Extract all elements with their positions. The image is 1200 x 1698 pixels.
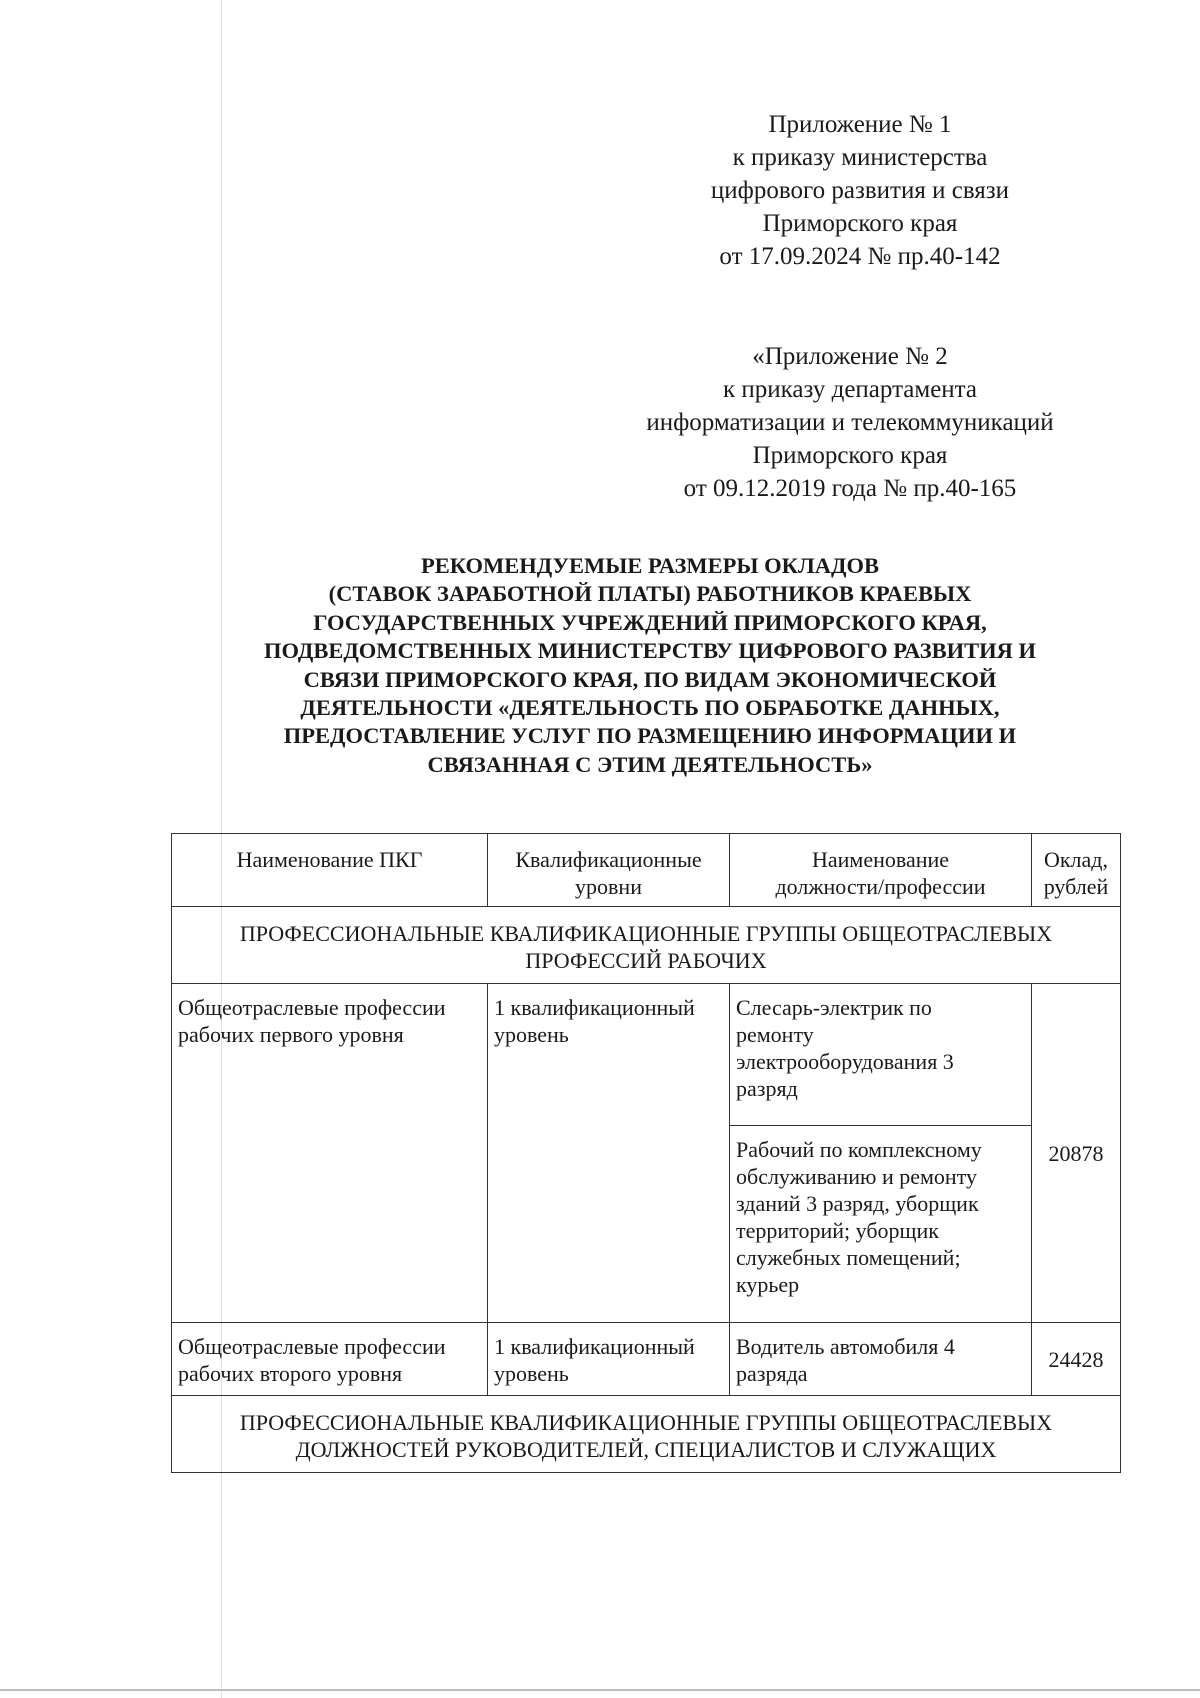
table-row	[172, 984, 1121, 1126]
salary-value: 24428	[1048, 1346, 1104, 1372]
title-line: СВЯЗИ ПРИМОРСКОГО КРАЯ, ПО ВИДАМ ЭКОНОМИЧЕСКОЙ	[303, 666, 997, 692]
position-cell	[730, 984, 1032, 1126]
position-line: курьер	[736, 1272, 800, 1297]
appendix-2-header	[600, 340, 1100, 505]
salary-value: 20878	[1048, 1140, 1104, 1166]
document-title	[160, 552, 1140, 779]
appendix-2-line: информатизации и телекоммуникаций	[646, 409, 1054, 436]
appendix-1-line: к приказу министерства	[732, 144, 988, 171]
header-salary-line: Оклад,	[1043, 847, 1108, 872]
position-line: Рабочий по комплексному	[736, 1137, 982, 1162]
title-line: ДЕЯТЕЛЬНОСТИ «ДЕЯТЕЛЬНОСТЬ ПО ОБРАБОТКЕ ДАННЫХ,	[300, 695, 1000, 721]
level-line: уровень	[494, 1361, 569, 1386]
header-levels	[488, 834, 730, 907]
pkg-line: Общеотраслевые профессии	[178, 1334, 446, 1359]
title-line: ПРЕДОСТАВЛЕНИЕ УСЛУГ ПО РАЗМЕЩЕНИЮ ИНФОРМАЦИИ И	[283, 723, 1017, 749]
header-levels-line: Квалификационные	[515, 847, 702, 872]
appendix-1-line: Приложение № 1	[768, 111, 952, 138]
position-line: разряда	[736, 1361, 808, 1386]
pkg-cell	[172, 984, 488, 1323]
title-line: СВЯЗАННАЯ С ЭТИМ ДЕЯТЕЛЬНОСТЬ»	[427, 751, 873, 777]
position-line: служебных помещений;	[736, 1245, 961, 1270]
appendix-2-line: «Приложение № 2	[752, 343, 948, 370]
pkg-line: рабочих второго уровня	[178, 1361, 403, 1386]
group-row	[172, 907, 1121, 984]
title-line: РЕКОМЕНДУЕМЫЕ РАЗМЕРЫ ОКЛАДОВ	[421, 553, 879, 578]
position-line: Слесарь-электрик по	[736, 995, 932, 1020]
position-line: электрооборудования 3	[736, 1049, 954, 1074]
appendix-2-line: к приказу департамента	[722, 376, 978, 403]
appendix-1-line: Приморского края	[762, 210, 958, 237]
salary-table	[171, 833, 1121, 1473]
position-cell	[730, 1323, 1032, 1396]
table-header-row	[172, 834, 1121, 907]
appendix-1-header	[640, 108, 1080, 273]
pkg-line: рабочих первого уровня	[178, 1022, 404, 1047]
position-line: территорий; уборщик	[736, 1218, 939, 1243]
header-levels-line: уровни	[575, 874, 642, 899]
header-position-line: Наименование	[811, 847, 950, 872]
appendix-1-line: цифрового развития и связи	[710, 177, 1010, 204]
position-cell	[730, 1126, 1032, 1323]
salary-cell	[1032, 1323, 1121, 1396]
group-heading-managers	[172, 1396, 1121, 1473]
level-cell	[488, 1323, 730, 1396]
header-pkg-text: Наименование ПКГ	[236, 847, 423, 872]
title-line: ПОДВЕДОМСТВЕННЫХ МИНИСТЕРСТВУ ЦИФРОВОГО РАЗВИТИЯ И	[263, 638, 1037, 664]
pkg-cell	[172, 1323, 488, 1396]
title-line: ГОСУДАРСТВЕННЫХ УЧРЕЖДЕНИЙ ПРИМОРСКОГО КРАЯ,	[313, 609, 987, 635]
group-heading-line: ПРОФЕССИОНАЛЬНЫЕ КВАЛИФИКАЦИОННЫЕ ГРУППЫ ОБЩЕОТРАСЛЕВЫХ	[239, 921, 1053, 946]
group-heading-line: ПРОФЕССИЙ РАБОЧИХ	[525, 948, 767, 973]
appendix-2-line: Приморского края	[752, 442, 948, 469]
title-line: (СТАВОК ЗАРАБОТНОЙ ПЛАТЫ) РАБОТНИКОВ КРАЕВЫХ	[328, 581, 972, 607]
group-heading-line: ДОЛЖНОСТЕЙ РУКОВОДИТЕЛЕЙ, СПЕЦИАЛИСТОВ И СЛУЖАЩИХ	[295, 1437, 997, 1462]
appendix-1-line: от 17.09.2024 № пр.40-142	[719, 243, 1001, 270]
level-line: 1 квалификационный	[494, 995, 695, 1020]
position-line: обслуживанию и ремонту	[736, 1164, 978, 1189]
header-salary-line: рублей	[1043, 874, 1109, 899]
scan-bottom-edge	[0, 1689, 1200, 1691]
group-heading-workers	[172, 907, 1121, 984]
appendix-2-line: от 09.12.2019 года № пр.40-165	[683, 475, 1017, 502]
header-pkg	[172, 834, 488, 907]
level-line: уровень	[494, 1022, 569, 1047]
level-line: 1 квалификационный	[494, 1334, 695, 1359]
header-position-line: должности/профессии	[775, 874, 986, 899]
group-row	[172, 1396, 1121, 1473]
position-line: Водитель автомобиля 4	[736, 1334, 955, 1359]
salary-cell	[1032, 984, 1121, 1323]
position-line: ремонту	[736, 1022, 814, 1047]
pkg-line: Общеотраслевые профессии	[178, 995, 446, 1020]
header-position	[730, 834, 1032, 907]
position-line: разряд	[736, 1076, 798, 1101]
level-cell	[488, 984, 730, 1323]
header-salary	[1032, 834, 1121, 907]
position-line: зданий 3 разряд, уборщик	[736, 1191, 979, 1216]
group-heading-line: ПРОФЕССИОНАЛЬНЫЕ КВАЛИФИКАЦИОННЫЕ ГРУППЫ ОБЩЕОТРАСЛЕВЫХ	[239, 1410, 1053, 1435]
table-row	[172, 1323, 1121, 1396]
